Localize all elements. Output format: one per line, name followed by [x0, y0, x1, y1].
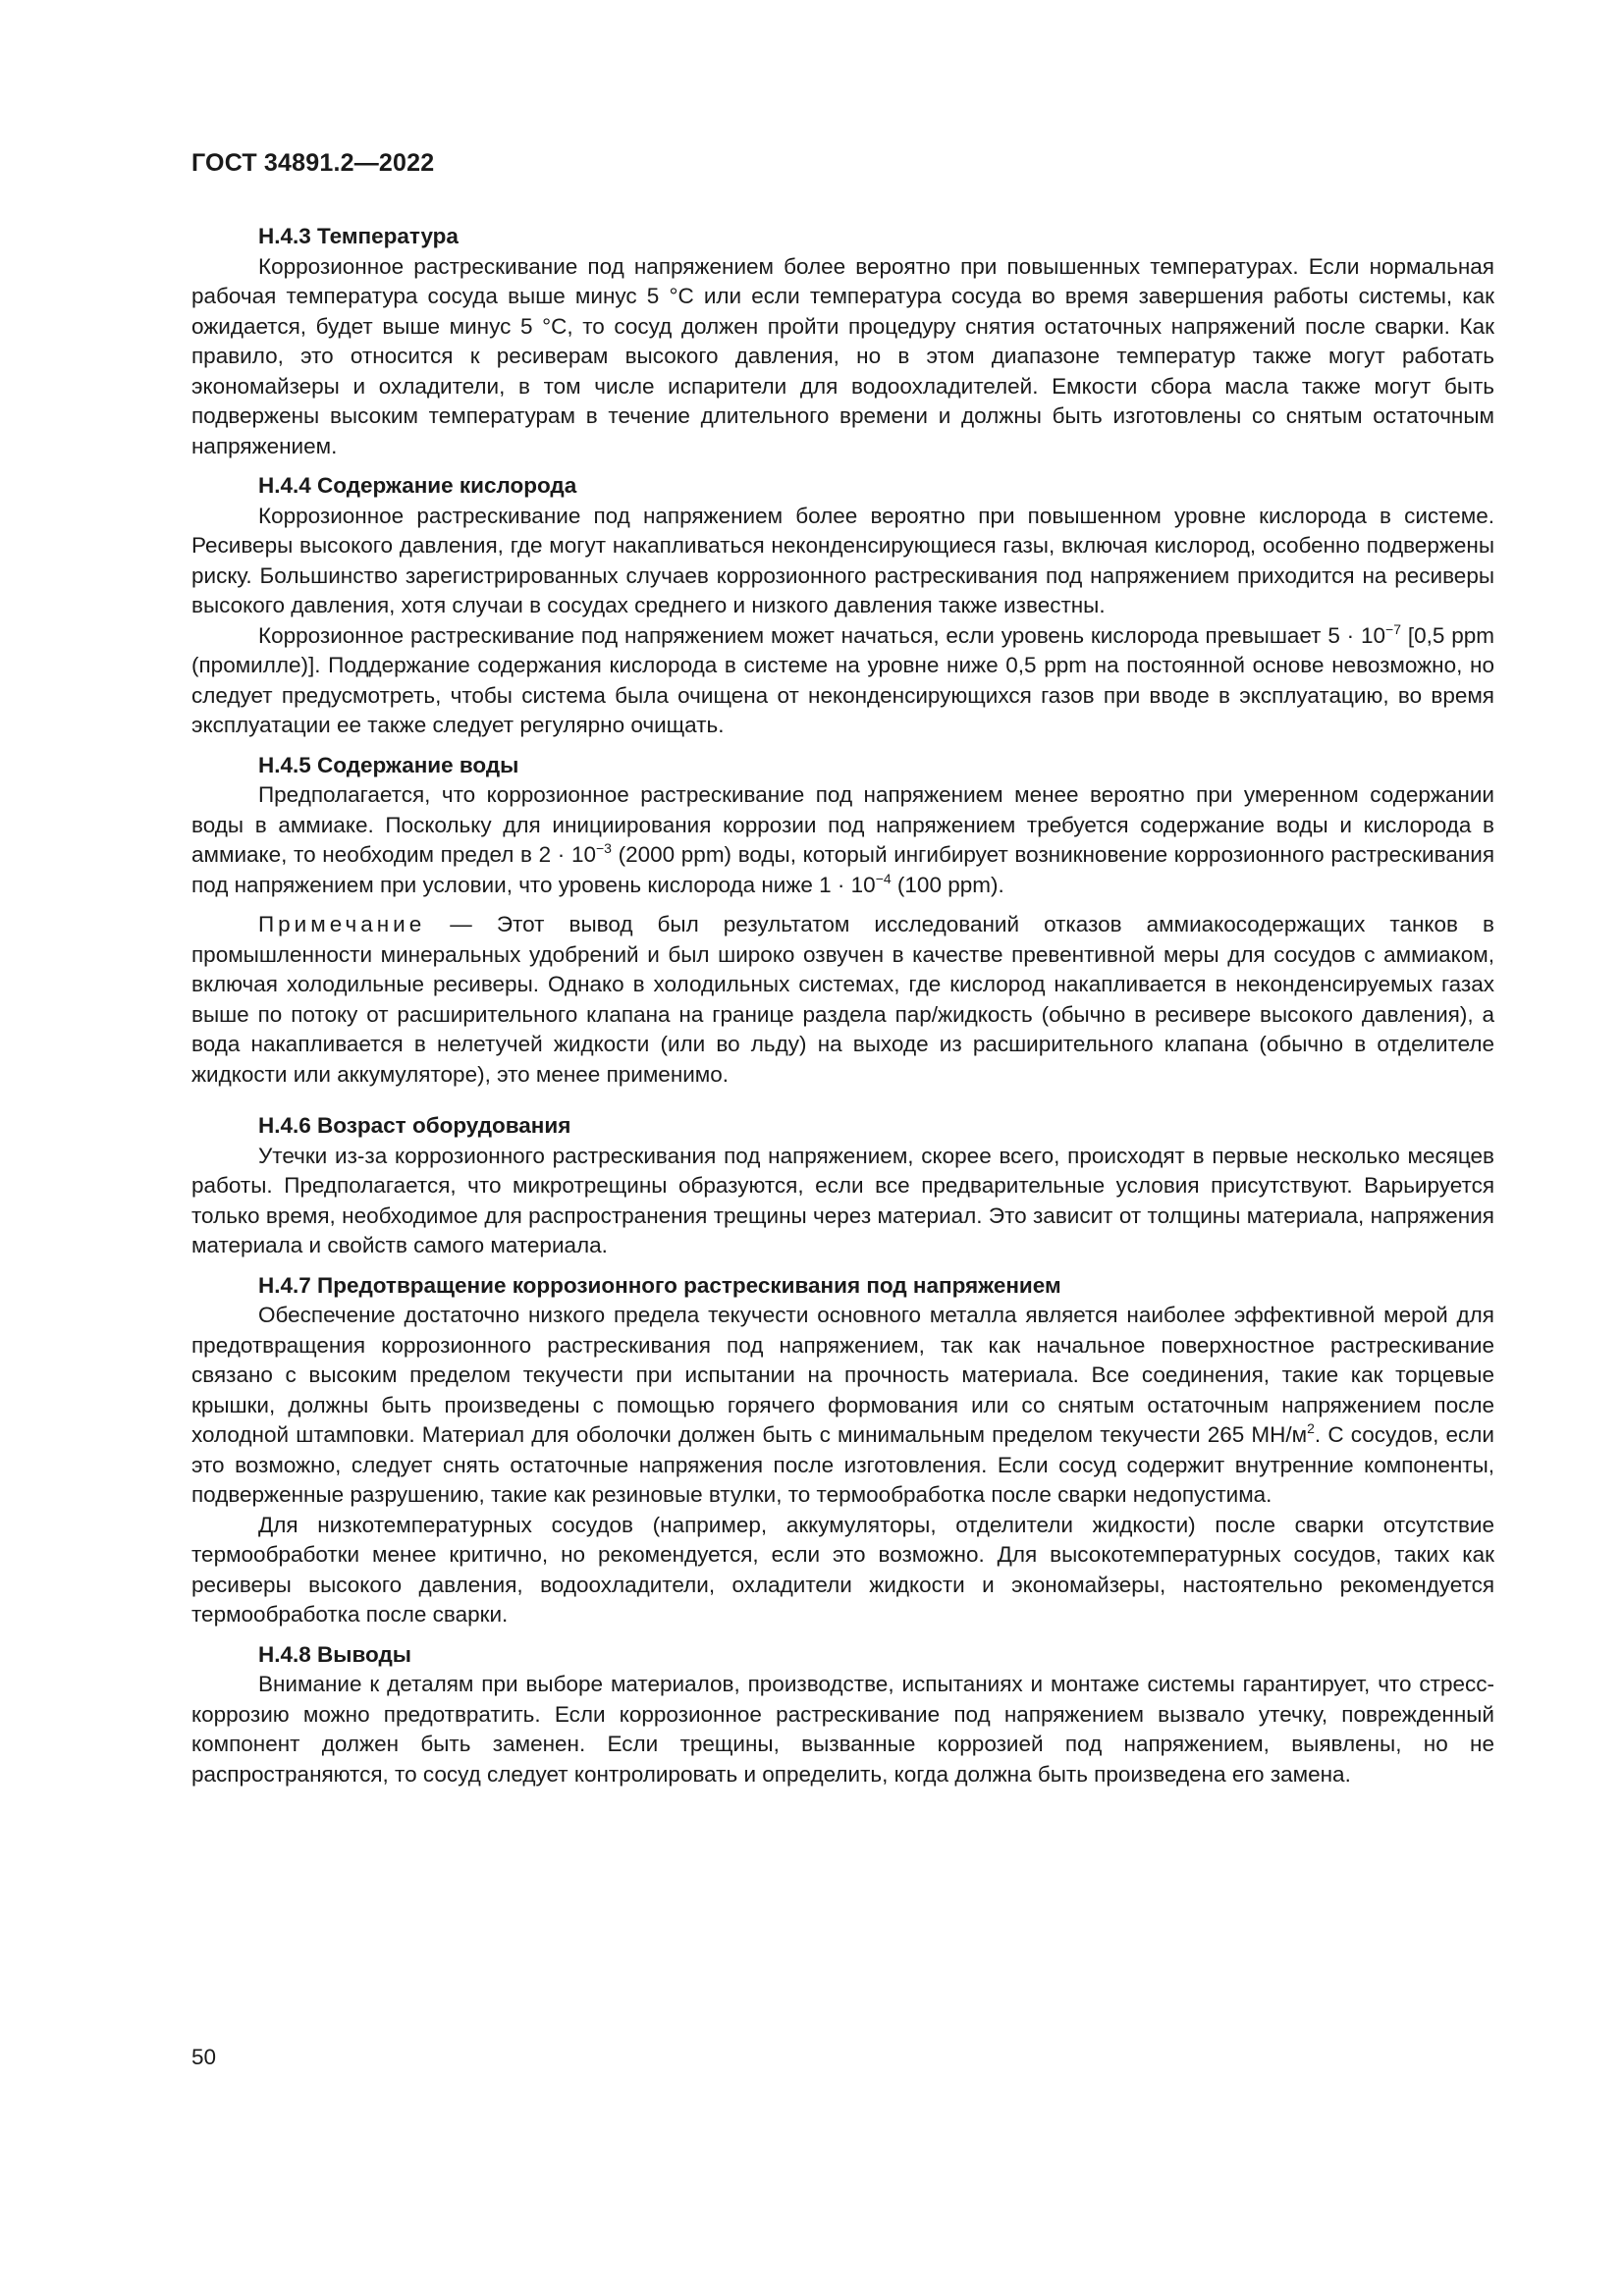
note-paragraph: [191, 910, 1494, 1090]
document-body: [191, 222, 1494, 1789]
section-title: Н.4.4 Содержание кислорода: [258, 473, 577, 498]
note-text: — Этот вывод был результатом исследований отказов аммиакосодержащих танков в промышленности минеральных удобрений и был широко озвучен в качестве превентивной меры для сосудов с аммиаком, включая холодильные ресиверы. Однако в холодильных системах, где кислород накапливается в неконденсируемых газах выше по потоку от расширительного клапана на границе раздела пар/жидкость (обычно в ресивере высокого давления), а вода накапливается в нелетучей жидкости (или во льду) на выходе из расширительного клапана (обычно в отделителе жидкости или аккумуляторе), это менее применимо.: [191, 912, 1494, 1087]
text-run: [0,5 ppm (промилле)]. Поддержание содержания кислорода в системе на уровне ниже 0,5 ppm на постоянной основе невозможно, но следует предусмотреть, чтобы система была очищена от неконденсирующихся газов при вводе в эксплуатацию, во время эксплуатации ее также следует регулярно очищать.: [191, 622, 1494, 737]
page-number: 50: [191, 2045, 217, 2069]
text-run: Обеспечение достаточно низкого предела текучести основного металла является наиболее эффективной мерой для предотвращения коррозионного растрескивания под напряжением, так как начальное поверхностное растрескивание связано с высоким пределом текучести при испытании на прочность материала. Все соединения, такие как торцевые крышки, должны быть произведены с помощью горячего формования или со снятым остаточным напряжением после холодной штамповки. Материал для оболочки должен быть с минимальным пределом текучести 265 МН/м: [191, 1303, 1494, 1447]
paragraph: [191, 780, 1494, 900]
superscript: −7: [1385, 620, 1402, 637]
text-run: Коррозионное растрескивание под напряжением может начаться, если уровень кислорода превышает 5 · 10: [258, 622, 1386, 648]
section-h-4-5: [191, 751, 1494, 1091]
section-title: Н.4.5 Содержание воды: [258, 752, 519, 777]
text-run: Предполагается, что коррозионное растрескивание под напряжением менее вероятно при умеренном содержании воды в аммиаке. Поскольку для инициирования коррозии под напряжением требуется содержание воды и кислорода в аммиаке, то необходим предел в 2 · 10: [191, 782, 1494, 867]
text-run: (100 ppm).: [891, 872, 1004, 897]
section-h-4-7: [191, 1271, 1494, 1630]
superscript: −3: [595, 840, 612, 856]
section-title: Н.4.7 Предотвращение коррозионного растрескивания под напряжением: [258, 1272, 1061, 1298]
document-header: ГОСТ 34891.2—2022: [191, 149, 435, 177]
paragraph: Для низкотемпературных сосудов (например, аккумуляторы, отделители жидкости) после сварки отсутствие термообработки менее критично, но рекомендуется, если это возможно. Для высокотемпературных сосудов, таких как ресиверы высокого давления, водоохладители, охладители жидкости и экономайзеры, настоятельно рекомендуется термообработка после сварки.: [191, 1512, 1494, 1627]
paragraph: Коррозионное растрескивание под напряжением более вероятно при повышенном уровне кислорода в системе. Ресиверы высокого давления, где могут накапливаться неконденсирующиеся газы, включая кислород, особенно подвержены риску. Большинство зарегистрированных случаев коррозионного растрескивания под напряжением приходится на ресиверы высокого давления, хотя случаи в сосудах среднего и низкого давления также известны.: [191, 503, 1494, 617]
paragraph: Внимание к деталям при выборе материалов, производстве, испытаниях и монтаже системы гарантирует, что стресс-коррозию можно предотвратить. Если коррозионное растрескивание под напряжением вызвало утечку, поврежденный компонент должен быть заменен. Если трещины, вызванные коррозией под напряжением, выявлены, но не распространяются, то сосуд следует контролировать и определить, когда должна быть произведена его замена.: [191, 1672, 1494, 1787]
paragraph: [191, 1301, 1494, 1511]
section-title: Н.4.6 Возраст оборудования: [258, 1113, 571, 1138]
section-title: Н.4.3 Температура: [258, 224, 459, 248]
paragraph: [191, 621, 1494, 741]
section-h-4-6: [191, 1111, 1494, 1261]
section-title: Н.4.8 Выводы: [258, 1641, 411, 1667]
section-h-4-8: [191, 1640, 1494, 1790]
superscript: 2: [1307, 1420, 1315, 1436]
section-h-4-3: [191, 222, 1494, 461]
text-run: . С сосудов, если это возможно, следует снять остаточные напряжения после изготовления. Если сосуд содержит внутренние компоненты, подверженные разрушению, такие как резиновые втулки, то термообработка после сварки недопустима.: [191, 1422, 1494, 1507]
paragraph: Утечки из-за коррозионного растрескивания под напряжением, скорее всего, происходят в первые несколько месяцев работы. Предполагается, что микротрещины образуются, если все предварительные условия присутствуют. Варьируется только время, необходимое для распространения трещины через материал. Это зависит от толщины материала, напряжения материала и свойств самого материала.: [191, 1143, 1494, 1257]
text-run: (2000 ppm) воды, который ингибирует возникновение коррозионного растрескивания под напряжением при условии, что уровень кислорода ниже 1 · 10: [191, 842, 1495, 897]
section-h-4-4: [191, 471, 1494, 741]
note-label: Примечание: [258, 912, 426, 936]
superscript: −4: [875, 870, 892, 886]
paragraph: Коррозионное растрескивание под напряжением более вероятно при повышенных температурах. Если нормальная рабочая температура сосуда выше минус 5 °С или если температура сосуда во время завершения работы системы, как ожидается, будет выше минус 5 °С, то сосуд должен пройти процедуру снятия остаточных напряжений после сварки. Как правило, это относится к ресиверам высокого давления, но в этом диапазоне температур также могут работать экономайзеры и охладители, в том числе испарители для водоохладителей. Емкости сбора масла также могут быть подвержены высоким температурам в течение длительного времени и должны быть изготовлены со снятым остаточным напряжением.: [191, 253, 1494, 458]
